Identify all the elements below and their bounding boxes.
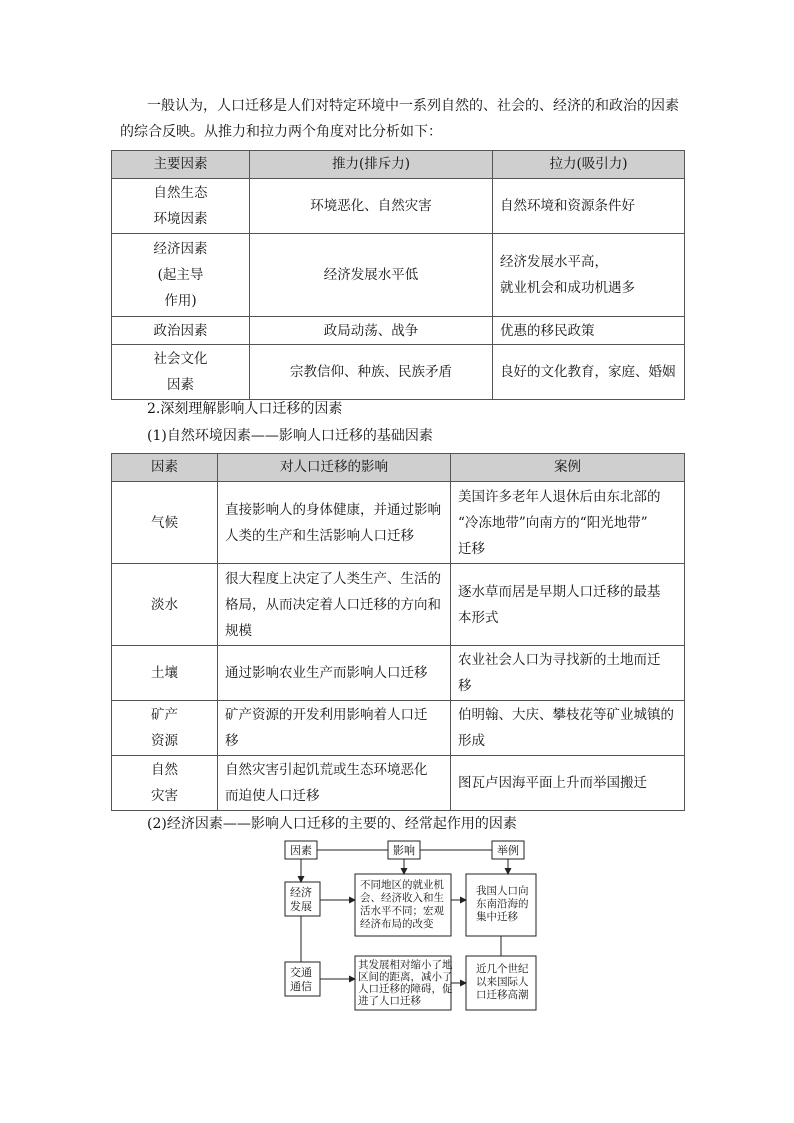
pull-cell: 良好的文化教育，家庭、婚姻 (493, 345, 685, 400)
natural-factors-table (111, 453, 685, 811)
impact-cell: 直接影响人的身体健康，并通过影响 人类的生产和生活影响人口迁移 (218, 482, 451, 564)
factor-cell: 矿产 资源 (112, 701, 218, 756)
factor-cell: 社会文化 因素 (112, 345, 250, 400)
impact-transport-line-4: 进了人口迁移 (358, 995, 421, 1007)
impact-cell: 自然灾害引起饥荒或生态环境恶化 而迫使人口迁移 (218, 756, 451, 811)
table-row (112, 234, 685, 317)
header-impact-label: 影响 (393, 844, 415, 857)
table-row (112, 317, 685, 345)
impact-cell: 很大程度上决定了人类生产、生活的 格局，从而决定着人口迁移的方向和 规模 (218, 564, 451, 646)
factor-cell: 自然 灾害 (112, 756, 218, 811)
example-economy-line-1: 我国人口向 (476, 885, 529, 897)
table-row (112, 345, 685, 400)
impact-economy-line-3: 活水平不同；宏观 (360, 905, 444, 917)
factor-economy-line-1: 经济 (290, 886, 312, 899)
subsection-1-title: (1)自然环境因素——影响人口迁移的基础因素 (147, 428, 433, 444)
impact-transport-line-3: 人口迁移的障碍，促 (358, 983, 453, 995)
example-cell: 伯明翰、大庆、攀枝花等矿业城镇的 形成 (451, 701, 685, 756)
section-2-title: 2.深刻理解影响人口迁移的因素 (147, 401, 343, 417)
header-factor: 因素 (112, 454, 218, 482)
example-economy-line-2: 东南沿海的 (476, 898, 529, 910)
header-example: 案例 (451, 454, 685, 482)
push-pull-table (111, 150, 685, 400)
table-header-row (112, 454, 685, 482)
header-impact: 对人口迁移的影响 (218, 454, 451, 482)
subsection-2-title: (2)经济因素——影响人口迁移的主要的、经常起作用的因素 (147, 816, 517, 832)
example-transport-line-2: 以来国际人 (476, 976, 529, 988)
intro-line-2: 的综合反映。从推力和拉力两个角度对比分析如下： (120, 124, 442, 140)
intro-line-1: 一般认为，人口迁移是人们对特定环境中一系列自然的、社会的、经济的和政治的因素 (147, 98, 679, 114)
table-row (112, 179, 685, 234)
factor-transport-line-1: 交通 (290, 966, 312, 979)
impact-cell: 矿产资源的开发利用影响着人口迁 移 (218, 701, 451, 756)
factor-cell: 自然生态 环境因素 (112, 179, 250, 234)
factor-cell: 土壤 (112, 646, 218, 701)
example-transport-line-3: 口迁移高潮 (476, 989, 529, 1001)
table-row (112, 646, 685, 701)
table-row (112, 564, 685, 646)
example-cell: 美国许多老年人退休后由东北部的 “冷冻地带”向南方的“阳光地带” 迁移 (451, 482, 685, 564)
factor-cell: 淡水 (112, 564, 218, 646)
push-cell: 经济发展水平低 (250, 234, 493, 317)
header-example-label: 举例 (497, 844, 519, 857)
factor-cell: 气候 (112, 482, 218, 564)
table-header-row (112, 151, 685, 179)
impact-cell: 通过影响农业生产而影响人口迁移 (218, 646, 451, 701)
header-main-factor: 主要因素 (112, 151, 250, 179)
header-push: 推力(排斥力) (250, 151, 493, 179)
factor-transport-line-2: 通信 (290, 980, 312, 993)
impact-economy-line-2: 会、经济收入和生 (360, 892, 444, 904)
pull-cell: 优惠的移民政策 (493, 317, 685, 345)
table-row (112, 482, 685, 564)
header-pull: 拉力(吸引力) (493, 151, 685, 179)
table-row (112, 701, 685, 756)
factor-cell: 经济因素 (起主导 作用) (112, 234, 250, 317)
impact-transport-line-1: 其发展相对缩小了地 (358, 959, 453, 971)
economic-factor-diagram (280, 838, 550, 1014)
example-transport-line-1: 近几个世纪 (476, 963, 529, 975)
factor-economy-line-2: 发展 (290, 900, 312, 913)
impact-transport-line-2: 区间的距离，减小了 (358, 971, 453, 983)
factor-cell: 政治因素 (112, 317, 250, 345)
push-cell: 环境恶化、自然灾害 (250, 179, 493, 234)
pull-cell: 经济发展水平高， 就业机会和成功机遇多 (493, 234, 685, 317)
push-cell: 政局动荡、战争 (250, 317, 493, 345)
example-economy-line-3: 集中迁移 (476, 911, 518, 923)
example-cell: 图瓦卢因海平面上升而举国搬迁 (451, 756, 685, 811)
header-factor-label: 因素 (290, 844, 312, 857)
example-cell: 逐水草而居是早期人口迁移的最基 本形式 (451, 564, 685, 646)
impact-economy-line-4: 经济布局的改变 (360, 918, 434, 930)
example-cell: 农业社会人口为寻找新的土地而迁 移 (451, 646, 685, 701)
table-row (112, 756, 685, 811)
push-cell: 宗教信仰、种族、民族矛盾 (250, 345, 493, 400)
pull-cell: 自然环境和资源条件好 (493, 179, 685, 234)
impact-economy-line-1: 不同地区的就业机 (360, 879, 444, 891)
